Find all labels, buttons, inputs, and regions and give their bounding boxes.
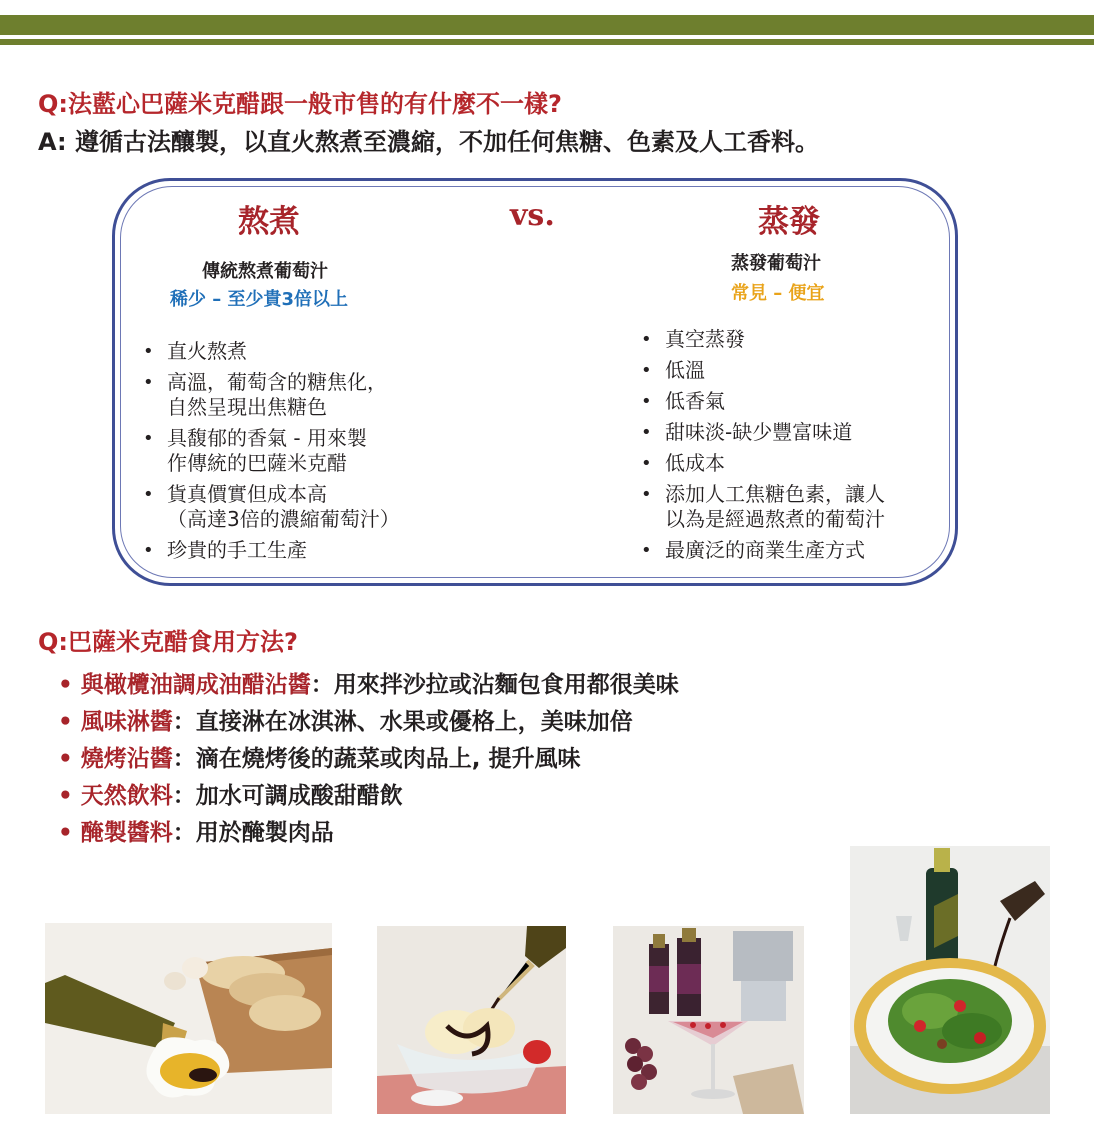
usage-item-title: 天然飲料 <box>80 783 173 809</box>
faq2-question: Q:巴薩米克醋食用方法? <box>38 628 298 656</box>
vinegar-drink-photo <box>613 926 804 1114</box>
faq1-question: Q:法藍心巴薩米克醋跟一般市售的有什麼不一樣? <box>38 90 562 118</box>
usage-item-title: 與橄欖油調成油醋沾醬 <box>80 672 311 698</box>
faq1-answer: A: 遵循古法釀製，以直火熬煮至濃縮，不加任何焦糖、色素及人工香料。 <box>38 128 819 156</box>
bullet-dot: • <box>58 820 73 846</box>
usage-item <box>58 820 679 847</box>
right-bullet-item: • 低香氣 <box>641 389 941 414</box>
right-column-title: 蒸發 <box>758 204 820 240</box>
usage-list <box>58 672 679 857</box>
right-bullet-item: • 低溫 <box>641 358 941 383</box>
usage-item <box>58 746 679 773</box>
right-column-note: 常見 – 便宜 <box>731 283 825 304</box>
usage-item <box>58 783 679 810</box>
usage-item-desc: ：滴在燒烤後的蔬菜或肉品上, 提升風味 <box>172 746 581 772</box>
bullet-dot: • <box>58 783 73 809</box>
right-bullet-item: • 最廣泛的商業生產方式 <box>641 538 941 563</box>
right-column-subtitle: 蒸發葡萄汁 <box>731 253 821 274</box>
left-column-title: 熬煮 <box>238 204 300 240</box>
right-bullet-item: • 真空蒸發 <box>641 327 941 352</box>
right-bullet-item: • 甜味淡-缺少豐富味道 <box>641 420 941 445</box>
top-band-thin <box>0 39 1094 45</box>
usage-item-desc: ：加水可調成酸甜醋飲 <box>172 783 403 809</box>
usage-item <box>58 709 679 736</box>
bread-oil-vinegar-photo <box>45 923 332 1114</box>
usage-item-title: 燒烤沾醬 <box>80 746 173 772</box>
ice-cream-drizzle-photo <box>377 926 566 1114</box>
right-bullet-list <box>641 327 941 569</box>
left-bullet-item: • 珍貴的手工生產 <box>143 538 473 563</box>
bullet-dot: • <box>58 709 73 735</box>
left-bullet-list <box>143 339 473 569</box>
top-band <box>0 15 1094 35</box>
usage-item-title: 醃製醬料 <box>80 820 173 846</box>
usage-item-desc: ：直接淋在冰淇淋、水果或優格上，美味加倍 <box>172 709 633 735</box>
left-bullet-item: • 直火熬煮 <box>143 339 473 364</box>
usage-item <box>58 672 679 699</box>
left-column-note: 稀少 – 至少貴3倍以上 <box>170 289 349 310</box>
bullet-dot: • <box>58 746 73 772</box>
salad-photo <box>850 846 1050 1114</box>
bullet-dot: • <box>58 672 73 698</box>
usage-item-desc: ：用來拌沙拉或沾麵包食用都很美味 <box>310 672 679 698</box>
usage-item-title: 風味淋醬 <box>80 709 173 735</box>
right-bullet-item: • 低成本 <box>641 451 941 476</box>
left-column-subtitle: 傳統熬煮葡萄汁 <box>202 261 328 282</box>
versus-label: vs. <box>510 198 555 233</box>
right-bullet-item: • 添加人工焦糖色素，讓人 以為是經過熬煮的葡萄汁 <box>641 482 941 532</box>
left-bullet-item: • 高溫，葡萄含的糖焦化， 自然呈現出焦糖色 <box>143 370 473 420</box>
left-bullet-item: • 具馥郁的香氣 - 用來製 作傳統的巴薩米克醋 <box>143 426 473 476</box>
usage-item-desc: ：用於醃製肉品 <box>172 820 334 846</box>
left-bullet-item: • 貨真價實但成本高 （高達3倍的濃縮葡萄汁） <box>143 482 473 532</box>
